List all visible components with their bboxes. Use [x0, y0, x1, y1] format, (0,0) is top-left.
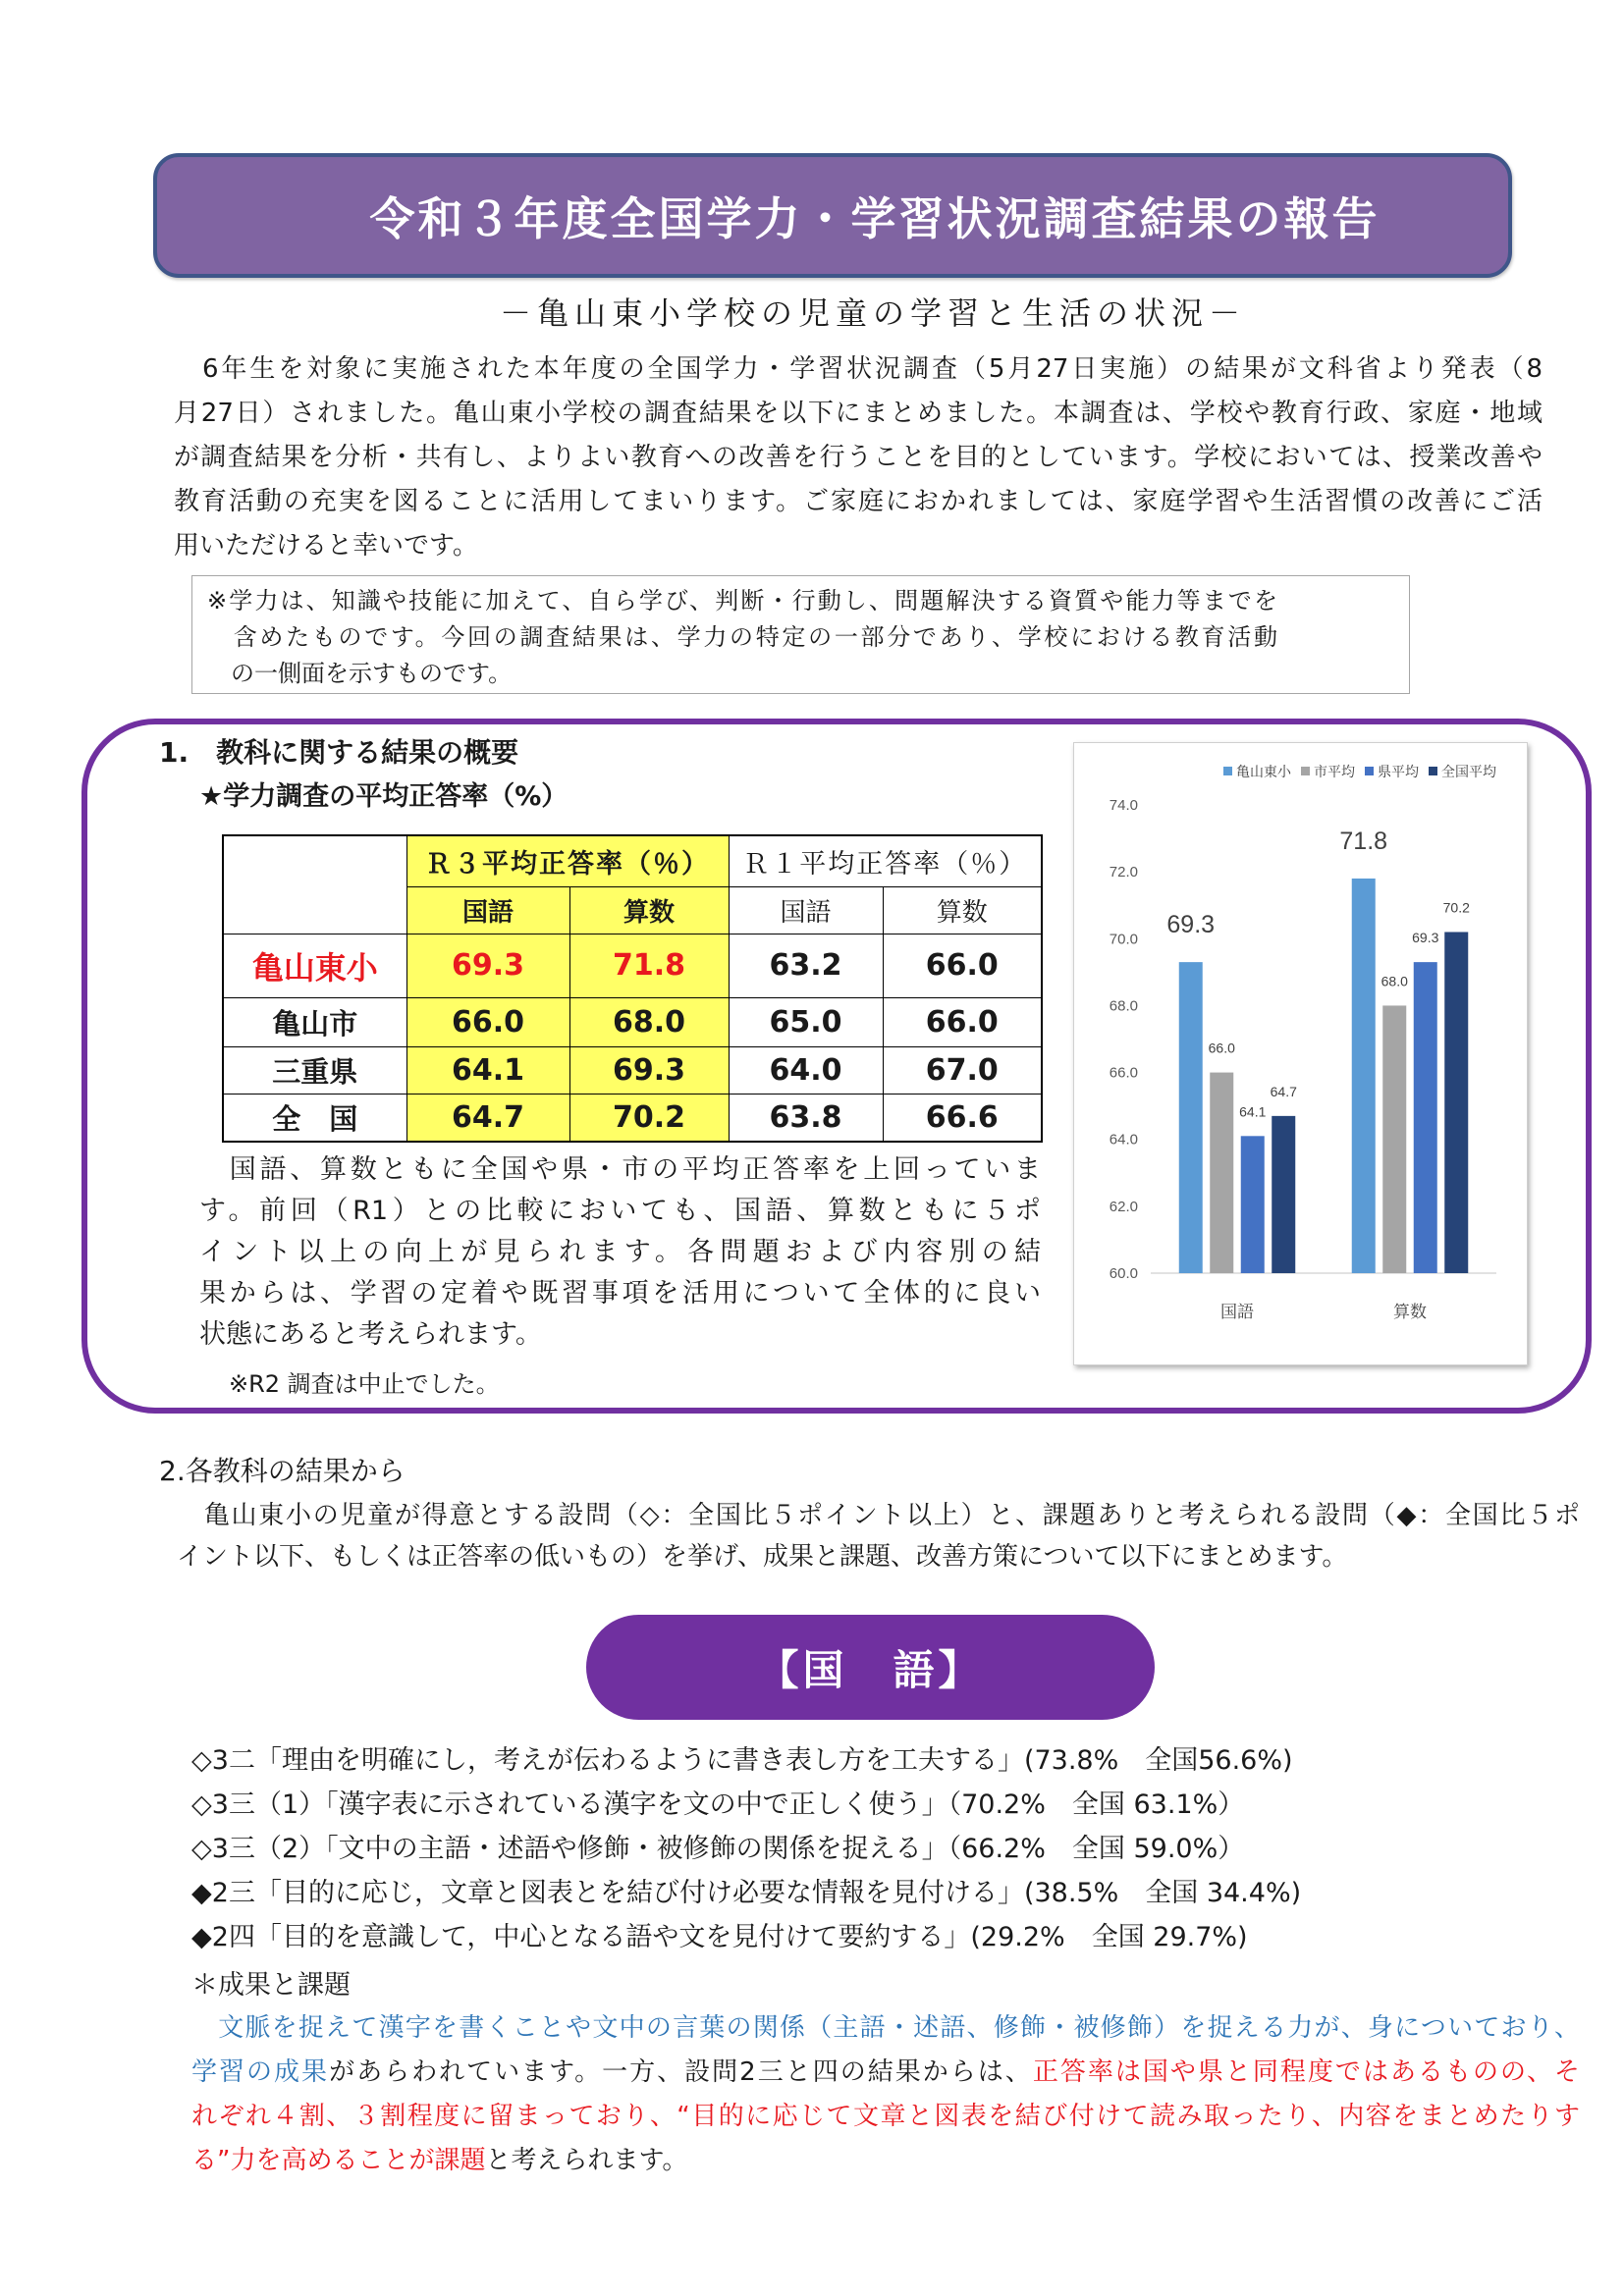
summary-line: 国語、算数ともに全国や県・市の平均正答率を上回っていま: [199, 1154, 1041, 1185]
y-tick-label: 72.0: [1109, 864, 1138, 881]
table-row: [223, 1046, 1042, 1094]
r3-subject-kokugo: 国語: [406, 886, 569, 934]
findings-text: があらわれています。一方、設問2三と四の結果からは、: [329, 2057, 1033, 2087]
r3-subject-sansu: 算数: [569, 886, 729, 934]
data-label: 66.0: [1208, 1040, 1235, 1056]
table-cell-value: 63.2: [729, 934, 883, 997]
list-item: ◇3二「理由を明確にし，考えが伝わるように書き表し方を工夫する」(73.8% 全国56.6%): [191, 1745, 1293, 1776]
chart-bar: [1272, 1116, 1295, 1273]
x-category-label: 国語: [1220, 1303, 1254, 1322]
y-tick-label: 70.0: [1109, 931, 1138, 948]
chart-bar: [1210, 1073, 1233, 1273]
table-caption: ★学力調査の平均正答率（%）: [199, 781, 568, 812]
section-subject-summary: [81, 719, 1592, 1414]
y-tick-label: 64.0: [1109, 1131, 1138, 1148]
page-subtitle: －亀山東小学校の児童の学習と生活の状況－: [499, 294, 1246, 332]
findings-text-blue: 文脈を捉えて漢字を書くことや文中の言葉の関係（主語・述語、修飾・被修飾）を捉える力が、身についており、: [191, 2013, 1580, 2043]
section2-line: 亀山東小の児童が得意とする設問（◇：全国比５ポイント以上）と、課題ありと考えられる設問（◆：全国比５ポ: [177, 1501, 1580, 1530]
intro-line: 月27日）されました。亀山東小学校の調査結果を以下にまとめました。本調査は、学校や教育行政、家庭・地域: [174, 399, 1543, 428]
legend-swatch: [1365, 767, 1374, 775]
findings-text-red: る”力を高めることが課題: [191, 2146, 486, 2175]
legend-swatch: [1223, 767, 1232, 775]
section2-paragraph: [177, 1495, 1580, 1577]
subject-label-kokugo: [586, 1615, 1155, 1720]
findings-text-red: れぞれ４割、３割程度に留まっており、“目的に応じて文章と図表を結び付けて読み取ったり、内容をまとめたりす: [191, 2102, 1580, 2131]
table-header-row: [223, 835, 1042, 886]
section1-heading: 1. 教科に関する結果の概要: [159, 736, 519, 769]
note-line: の一側面を示すものです。: [207, 660, 513, 687]
table-cell-value: 66.0: [883, 934, 1042, 997]
legend-swatch: [1429, 767, 1437, 775]
summary-line: す。前回（R1）との比較においても、国語、算数ともに５ポ: [199, 1196, 1041, 1226]
table-cell-value: 69.3: [406, 934, 569, 997]
legend-label: 県平均: [1378, 765, 1419, 780]
summary-line: イント以上の向上が見られます。各問題および内容別の結: [199, 1237, 1041, 1267]
legend-label: 亀山東小: [1236, 765, 1291, 780]
findings-line: [191, 2139, 1580, 2183]
footnote: ※R2 調査は中止でした。: [229, 1370, 500, 1398]
bar-chart: [1073, 742, 1528, 1365]
findings-heading: ＊成果と課題: [191, 1970, 351, 2001]
legend-swatch: [1301, 767, 1310, 775]
intro-line: が調査結果を分析・共有し、よりよい教育への改善を行うことを目的としています。学校においては、授業改善や: [174, 443, 1543, 472]
chart-bar: [1414, 962, 1437, 1273]
findings-text-red: 正答率は国や県と同程度ではあるものの、そ: [1032, 2057, 1580, 2087]
findings-paragraph: [191, 2006, 1580, 2183]
chart-bar: [1382, 1005, 1406, 1273]
r3-header: Ｒ３平均正答率（％）: [406, 835, 729, 886]
note-line: 含めたものです。今回の調査結果は、学力の特定の一部分であり、学校における教育活動: [207, 623, 1277, 651]
y-tick-label: 66.0: [1109, 1064, 1138, 1082]
table-cell-value: 69.3: [569, 1046, 729, 1094]
section2-line: イント以下、もしくは正答率の低いもの）を挙げ、成果と課題、改善方策について以下にまとめます。: [177, 1542, 1348, 1572]
intro-line: 用いただけると幸いです。: [174, 531, 478, 561]
legend-label: 全国平均: [1441, 765, 1496, 780]
findings-line: [191, 2095, 1580, 2139]
data-label: 64.7: [1270, 1083, 1297, 1099]
table-cell-value: 64.0: [729, 1046, 883, 1094]
section2-heading: 2.各教科の結果から: [159, 1455, 406, 1487]
summary-line: 状態にあると考えられます。: [199, 1319, 542, 1350]
table-cell-value: 70.2: [569, 1094, 729, 1142]
data-label: 68.0: [1380, 973, 1408, 989]
intro-paragraph: [174, 347, 1543, 568]
summary-line: 果からは、学習の定着や既習事項を活用について全体的に良い: [199, 1278, 1041, 1308]
note-text: [207, 583, 1277, 692]
data-label: 69.3: [1412, 930, 1439, 946]
table-cell-value: 66.0: [883, 997, 1042, 1046]
r1-subject-kokugo: 国語: [729, 886, 883, 934]
data-label: 69.3: [1166, 911, 1216, 939]
chart-bar: [1179, 962, 1203, 1273]
bar-chart-svg: [1074, 743, 1529, 1366]
list-item: ◇3三（2）「文中の主語・述語や修飾・被修飾の関係を捉える」（66.2% 全国 59.0%）: [191, 1834, 1245, 1864]
y-tick-label: 68.0: [1109, 997, 1138, 1015]
intro-line: 教育活動の充実を図ることに活用してまいります。ご家庭におかれましては、家庭学習や生活習慣の改善にご活: [174, 487, 1543, 516]
table-cell-value: 64.7: [406, 1094, 569, 1142]
list-item: ◇3三（1）「漢字表に示されている漢字を文の中で正しく使う」（70.2% 全国 63.1%）: [191, 1789, 1245, 1820]
table-row-header: 全 国: [223, 1094, 406, 1142]
legend-label: 市平均: [1314, 765, 1355, 780]
table-row-header: 三重県: [223, 1046, 406, 1094]
chart-bar: [1444, 932, 1468, 1273]
findings-line: [191, 2006, 1580, 2051]
table-cell-value: 67.0: [883, 1046, 1042, 1094]
table-cell-value: 64.1: [406, 1046, 569, 1094]
note-line: ※学力は、知識や技能に加えて、自ら学び、判断・行動し、問題解決する資質や能力等までを: [207, 587, 1277, 614]
list-item: ◆2四「目的を意識して，中心となる語や文を見付けて要約する」(29.2% 全国 29.7%): [191, 1922, 1248, 1952]
findings-text: と考えられます。: [485, 2146, 688, 2175]
table-row: [223, 1094, 1042, 1142]
table-cell-value: 68.0: [569, 997, 729, 1046]
table-cell-value: 63.8: [729, 1094, 883, 1142]
table-row-header: 亀山市: [223, 997, 406, 1046]
intro-line: 6年生を対象に実施された本年度の全国学力・学習状況調査（5月27日実施）の結果が文科省より発表（8: [174, 354, 1543, 384]
list-item: ◆2三「目的に応じ，文章と図表とを結び付け必要な情報を見付ける」(38.5% 全国 34.4%): [191, 1878, 1302, 1908]
chart-bar: [1352, 879, 1376, 1273]
table-row-header: 亀山東小: [223, 934, 406, 997]
table-cell-value: 66.6: [883, 1094, 1042, 1142]
y-tick-label: 74.0: [1109, 797, 1138, 814]
y-tick-label: 62.0: [1109, 1198, 1138, 1215]
x-category-label: 算数: [1393, 1303, 1427, 1322]
table-row: [223, 997, 1042, 1046]
data-label: 70.2: [1442, 899, 1470, 916]
note-box: [191, 575, 1410, 694]
y-tick-label: 60.0: [1109, 1265, 1138, 1282]
summary-paragraph: [199, 1149, 1041, 1356]
data-label: 71.8: [1339, 827, 1388, 855]
page-title: 令和３年度全国学力・学習状況調査結果の報告: [369, 191, 1380, 245]
data-label: 64.1: [1239, 1103, 1267, 1120]
findings-text-blue: 学習の成果: [191, 2057, 330, 2087]
table-cell-value: 66.0: [406, 997, 569, 1046]
table-corner-cell: [223, 835, 406, 934]
score-table: [222, 834, 1043, 1143]
table-cell-value: 71.8: [569, 934, 729, 997]
chart-bar: [1241, 1136, 1265, 1273]
subject-label-text: 【国 語】: [757, 1645, 984, 1694]
title-banner: [153, 153, 1512, 278]
r1-header: Ｒ１平均正答率（％）: [729, 835, 1042, 886]
table-row: [223, 934, 1042, 997]
table-cell-value: 65.0: [729, 997, 883, 1046]
r1-subject-sansu: 算数: [883, 886, 1042, 934]
question-list: [191, 1738, 1301, 1959]
findings-line: [191, 2051, 1580, 2095]
